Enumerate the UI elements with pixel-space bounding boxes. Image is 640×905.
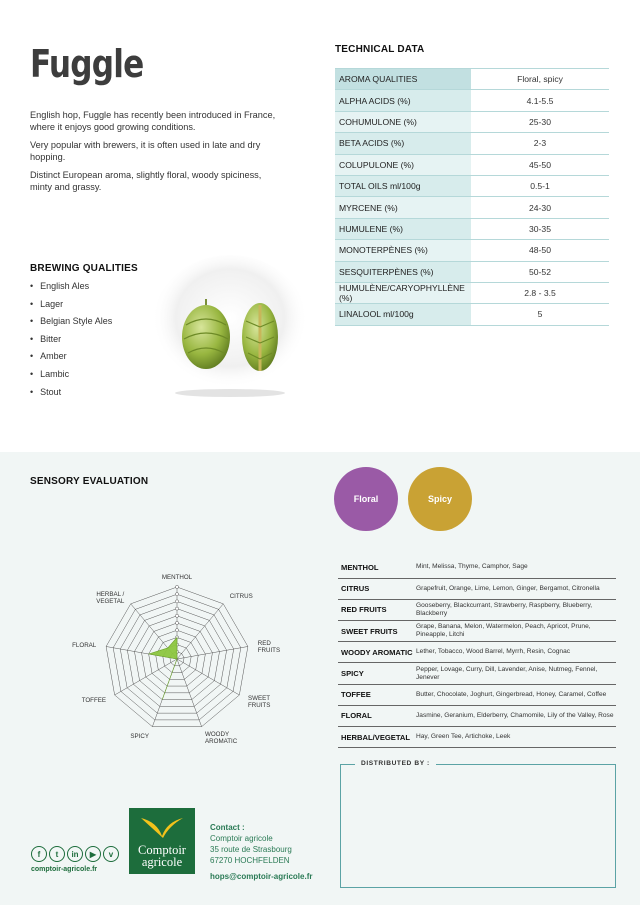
radar-axis-label: MENTHOL (161, 574, 193, 581)
distributed-by-label: DISTRIBUTED BY : (355, 760, 436, 767)
contact-line: 35 route de Strasbourg (210, 845, 292, 854)
radar-scale-tick (175, 621, 178, 624)
technical-key: HUMULENE (%) (335, 218, 471, 239)
technical-key: BETA ACIDS (%) (335, 133, 471, 154)
contact-line: Comptoir agricole (210, 834, 273, 843)
intro-paragraph: English hop, Fuggle has recently been introduced in France, where it enjoys good growing conditions. (30, 110, 276, 132)
radar-scale-tick (175, 607, 178, 610)
technical-value: 25-30 (471, 111, 609, 132)
youtube-icon[interactable]: ▶ (85, 846, 101, 862)
sensory-row (338, 599, 616, 620)
technical-key: MONOTERPÈNES (%) (335, 240, 471, 261)
sensory-value: Grapefruit, Orange, Lime, Lemon, Ginger, Bergamot, Citronella (413, 578, 616, 599)
technical-value: 0.5-1 (471, 175, 609, 196)
radar-axis-label: HERBAL / VEGETAL (96, 591, 125, 606)
hop-cone-cut (242, 303, 278, 371)
brewing-quality-item: • Stout (30, 387, 112, 405)
technical-row (335, 175, 609, 196)
technical-value: 48-50 (471, 240, 609, 261)
technical-data-heading: TECHNICAL DATA (335, 44, 425, 55)
brewing-quality-item: • English Ales (30, 281, 112, 299)
sensory-evaluation-heading: SENSORY EVALUATION (30, 476, 149, 487)
radar-axis (177, 646, 248, 659)
technical-data-table (335, 68, 609, 326)
sensory-key: HERBAL/VEGETAL (338, 727, 413, 748)
technical-key: SESQUITERPÈNES (%) (335, 261, 471, 282)
technical-value: 5 (471, 304, 609, 325)
technical-value: 4.1-5.5 (471, 90, 609, 111)
sensory-key: FLORAL (338, 705, 413, 726)
sensory-key: RED FRUITS (338, 599, 413, 620)
technical-key: COHUMULONE (%) (335, 111, 471, 132)
radar-axis (115, 659, 177, 695)
technical-row (335, 304, 609, 325)
radar-axis (177, 659, 239, 695)
sensory-row (338, 578, 616, 599)
sensory-key: SPICY (338, 663, 413, 684)
technical-value: 24-30 (471, 197, 609, 218)
radar-axis-label: SWEET FRUITS (248, 695, 271, 709)
aroma-badge-spicy: Spicy (408, 467, 472, 531)
logo-text-line2: agricole (141, 855, 183, 869)
technical-value: Floral, spicy (471, 69, 609, 90)
technical-row (335, 69, 609, 90)
sensory-row (338, 705, 616, 726)
sensory-row (338, 727, 616, 748)
sensory-row (338, 684, 616, 705)
company-logo (129, 808, 195, 874)
radar-axis-label: WOODY AROMATIC (205, 731, 238, 746)
technical-key: HUMULÈNE/CARYOPHYLLÈNE (%) (335, 282, 471, 303)
sensory-key: MENTHOL (338, 557, 413, 578)
technical-row (335, 90, 609, 111)
linkedin-icon[interactable]: in (67, 846, 83, 862)
contact-line: 67270 HOCHFELDEN (210, 856, 290, 865)
contact-email-link[interactable]: hops@comptoir-agricole.fr (210, 872, 313, 881)
brewing-quality-item: • Belgian Style Ales (30, 316, 112, 334)
technical-key: TOTAL OILS ml/100g (335, 175, 471, 196)
brewing-quality-item: • Bitter (30, 334, 112, 352)
technical-row (335, 133, 609, 154)
radar-axis-label: CITRUS (229, 593, 253, 601)
intro-paragraph: Distinct European aroma, slightly floral, woody spiciness, minty and grassy. (30, 170, 262, 192)
aroma-badge-floral: Floral (334, 467, 398, 531)
brewing-qualities-heading: BREWING QUALITIES (30, 263, 138, 274)
sensory-value: Gooseberry, Blackcurrant, Strawberry, Raspberry, Blueberry, Blackberry (413, 599, 616, 620)
radar-scale-tick (175, 593, 178, 596)
sensory-value: Mint, Melissa, Thyme, Camphor, Sage (413, 557, 616, 578)
intro-paragraph: Very popular with brewers, it is often used in late and dry hopping. (30, 140, 261, 162)
sensory-descriptor-table (338, 557, 616, 748)
sensory-row (338, 557, 616, 578)
technical-row (335, 111, 609, 132)
radar-scale-tick (175, 614, 178, 617)
sensory-row (338, 663, 616, 684)
facebook-icon[interactable]: f (31, 846, 47, 862)
sensory-value: Butter, Chocolate, Joghurt, Gingerbread, Honey, Caramel, Coffee (413, 684, 616, 705)
sensory-key: WOODY AROMATIC (338, 642, 413, 663)
website-link[interactable]: comptoir-agricole.fr (31, 866, 98, 873)
sensory-key: CITRUS (338, 578, 413, 599)
sensory-value: Jasmine, Geranium, Elderberry, Chamomile, Lily of the Valley, Rose (413, 705, 616, 726)
sensory-value: Hay, Green Tee, Artichoke, Leek (413, 727, 616, 748)
technical-key: MYRCENE (%) (335, 197, 471, 218)
technical-key: COLUPULONE (%) (335, 154, 471, 175)
sensory-row (338, 621, 616, 642)
sensory-key: SWEET FRUITS (338, 621, 413, 642)
sensory-row (338, 642, 616, 663)
technical-row (335, 154, 609, 175)
technical-value: 45-50 (471, 154, 609, 175)
radar-scale-tick (175, 629, 178, 632)
brewing-quality-item: • Lambic (30, 369, 112, 387)
brewing-quality-item: • Amber (30, 351, 112, 369)
hop-cones-image (150, 255, 310, 405)
distributed-by-box (340, 764, 616, 888)
technical-value: 2-3 (471, 133, 609, 154)
contact-block (210, 822, 312, 882)
radar-axis-label: RED FRUITS (257, 639, 281, 654)
radar-axis-label: TOFFEE (81, 697, 106, 704)
technical-row (335, 282, 609, 303)
technical-value: 2.8 - 3.5 (471, 282, 609, 303)
technical-row (335, 197, 609, 218)
radar-scale-tick (175, 600, 178, 603)
logo-wing-icon (137, 814, 187, 840)
vimeo-icon[interactable]: v (103, 846, 119, 862)
intro-text (30, 109, 285, 199)
technical-value: 50-52 (471, 261, 609, 282)
radar-axis (177, 604, 223, 659)
page-title: Fuggle (30, 42, 144, 86)
contact-heading: Contact : (210, 823, 245, 832)
radar-axis-label: FLORAL (72, 641, 97, 649)
brewing-quality-item: • Lager (30, 299, 112, 317)
radar-scale-tick (175, 585, 178, 588)
logo-text-line1: Comptoir (138, 843, 186, 857)
social-icons (31, 846, 119, 862)
technical-row (335, 240, 609, 261)
radar-axis-label: SPICY (130, 733, 149, 741)
sensory-value: Pepper, Lovage, Curry, Dill, Lavender, Anise, Nutmeg, Fennel, Jenever (413, 663, 616, 684)
technical-value: 30-35 (471, 218, 609, 239)
technical-key: AROMA QUALITIES (335, 69, 471, 90)
sensory-value: Grape, Banana, Melon, Watermelon, Peach, Apricot, Prune, Pineapple, Litchi (413, 621, 616, 642)
technical-row (335, 261, 609, 282)
brewing-qualities-list (30, 281, 112, 404)
sensory-value: Lether, Tobacco, Wood Barrel, Myrrh, Resin, Cognac (413, 642, 616, 663)
technical-key: LINALOOL ml/100g (335, 304, 471, 325)
sensory-radar-chart (62, 555, 298, 747)
sensory-key: TOFFEE (338, 684, 413, 705)
technical-key: ALPHA ACIDS (%) (335, 90, 471, 111)
technical-row (335, 218, 609, 239)
twitter-icon[interactable]: t (49, 846, 65, 862)
